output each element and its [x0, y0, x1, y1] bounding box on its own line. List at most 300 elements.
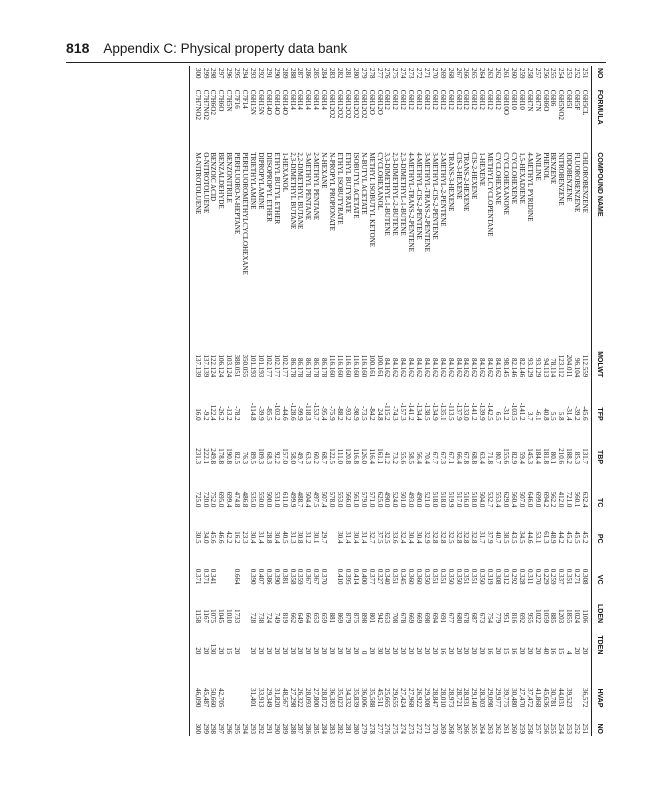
cell-no-right: 261 [502, 723, 511, 734]
cell-tfp: -75.9 [328, 406, 337, 421]
cell-no-right: 291 [264, 723, 273, 734]
cell-hvap: 27,470 [517, 688, 526, 708]
cell-tfp: -88.2 [336, 406, 344, 421]
cell-pc: 40.5 [280, 531, 289, 544]
cell-formula: C6H5I [565, 89, 574, 109]
cell-no: 266 [462, 68, 471, 79]
cell-compound-name: METHYL ISOBUTYL KETONE [367, 152, 376, 247]
cell-tc: 490.0 [415, 491, 424, 508]
cell-tfp: -78.2 [233, 406, 242, 421]
cell-formula: C6H12 [478, 89, 487, 110]
cell-tc: 646.0 [525, 491, 534, 508]
cell-no-right: 293 [249, 723, 258, 734]
cell-compound-name: BENZALDEHYDE [217, 152, 226, 209]
cell-tc: 579.0 [359, 491, 368, 508]
cell-tden: 20 [256, 647, 265, 655]
cell-vc: 0.367 [312, 568, 321, 585]
cell-tfp: -98.9 [351, 406, 360, 421]
cell-vc: 0.386 [264, 568, 273, 585]
cell-no-right: 262 [494, 723, 503, 734]
cell-compound-name: N-PROPYL PROPIONATE [328, 152, 337, 231]
cell-no-right: 264 [478, 723, 487, 734]
cell-hvap: 28,931 [462, 688, 471, 708]
cell-tden: 16 [486, 647, 495, 655]
cell-hvap: 41,868 [533, 688, 542, 708]
cell-lden: 816 [509, 612, 518, 624]
table-row [272, 66, 280, 736]
cell-compound-name: CIS-2-HEXENE [470, 152, 479, 200]
cell-tfp: -99.9 [296, 406, 305, 421]
cell-no: 272 [415, 68, 424, 79]
cell-no: 289 [280, 68, 289, 79]
cell-no-right: 279 [359, 723, 368, 734]
cell-formula: C6H15N [256, 89, 265, 115]
cell-tfp: -141.2 [470, 402, 479, 421]
cell-tbp: 92.2 [272, 451, 281, 465]
cell-no: 273 [407, 68, 416, 79]
cell-no: 287 [296, 68, 305, 79]
cell-tfp: -9.2 [201, 409, 210, 421]
cell-tc: 566.0 [343, 491, 352, 508]
cell-tc: 412.0 [557, 491, 566, 508]
cell-pc: 32.8 [470, 531, 479, 544]
table-row [501, 66, 509, 736]
cell-tden: 20 [422, 647, 431, 655]
cell-molwt: 93.129 [533, 358, 542, 378]
cell-tfp: -134.9 [430, 402, 439, 421]
cell-tc: 504.0 [478, 491, 487, 508]
cell-no: 251 [581, 68, 590, 79]
cell-tc: 532.7 [486, 491, 495, 508]
cell-lden: 1045 [217, 609, 226, 624]
col-header-tfp: TFP [592, 379, 606, 422]
cell-no: 296 [225, 68, 234, 79]
cell-pc: 45.2 [565, 531, 574, 544]
cell-no-right: 267 [454, 723, 463, 734]
cell-lden: 738 [256, 612, 265, 624]
cell-pc: 30.4 [351, 531, 360, 544]
cell-tbp: 55.6 [399, 451, 408, 465]
table-row [367, 66, 375, 736]
cell-tbp: 116.8 [351, 448, 360, 465]
col-header-pc: PC [592, 509, 606, 545]
cell-molwt: 86.178 [296, 358, 305, 378]
cell-vc: 0.351 [462, 568, 471, 585]
cell-formula: C6H14 [320, 89, 329, 110]
cell-no: 252 [573, 68, 582, 79]
cell-tbp: 145.3 [525, 448, 534, 465]
cell-tbp: 76.3 [241, 451, 250, 465]
cell-tc: 507.0 [517, 491, 526, 508]
cell-compound-name: 2-METHYL-2-PENTENE [438, 152, 447, 227]
cell-no: 264 [478, 68, 487, 79]
cell-compound-name: METHYLCYCLOPENTANE [486, 152, 495, 237]
cell-lden: 1733 [233, 609, 242, 624]
cell-no-right: 281 [343, 723, 352, 734]
cell-formula: C6H12 [462, 89, 471, 110]
cell-tc: 521.0 [422, 491, 431, 508]
cell-tc: 550.0 [256, 491, 265, 508]
cell-no-right: 271 [422, 723, 431, 734]
table-row [430, 66, 438, 736]
cell-no: 300 [193, 68, 202, 79]
cell-tbp: 68.8 [470, 451, 479, 465]
cell-tfp: -93.2 [343, 406, 352, 421]
cell-molwt: 116.160 [351, 354, 360, 378]
cell-compound-name: 1-HEXENE [478, 152, 487, 187]
cell-tfp: -133.0 [462, 402, 471, 421]
table-row [280, 66, 288, 736]
cell-pc: 32.5 [383, 531, 392, 544]
cell-formula: C6H12 [454, 89, 463, 110]
cell-tden: 15 [502, 647, 511, 655]
cell-molwt: 84.162 [415, 358, 424, 378]
property-table [189, 66, 606, 736]
cell-tfp: -138.5 [422, 402, 431, 421]
table-row [256, 66, 264, 736]
cell-tbp: 67.1 [446, 451, 455, 465]
cell-no-right: 297 [217, 723, 226, 734]
table-row [438, 66, 446, 736]
cell-no: 281 [343, 68, 352, 79]
cell-vc: 0.360 [415, 568, 424, 585]
cell-compound-name: BENZOIC ACID [209, 152, 218, 202]
cell-tc: 720.0 [201, 491, 210, 508]
table-row [240, 66, 248, 736]
cell-tbp: 66.4 [454, 451, 463, 465]
cell-no-right: 259 [517, 723, 526, 734]
cell-vc: 0.358 [288, 568, 297, 585]
cell-hvap: 29,655 [391, 688, 400, 708]
cell-formula: C6H14O [264, 89, 273, 115]
cell-tbp: 120.8 [343, 448, 352, 465]
cell-vc: 0.350 [478, 568, 487, 585]
cell-tden: 20 [201, 647, 210, 655]
cell-molwt: 116.160 [336, 354, 344, 378]
cell-lden: 669 [407, 612, 416, 624]
cell-compound-name: 2,3-DIMETHYL-2-BUTENE [391, 152, 400, 236]
cell-molwt: 137.139 [193, 354, 202, 378]
table-row [493, 66, 501, 736]
cell-hvap: 39,523 [565, 688, 574, 708]
cell-tc: 560.4 [509, 491, 518, 508]
cell-lden: 1855 [565, 609, 574, 624]
cell-tbp: 49.7 [296, 451, 305, 465]
cell-formula: C6H14 [288, 89, 297, 110]
cell-molwt: 123.112 [557, 354, 566, 378]
cell-molwt: 98.145 [502, 358, 511, 378]
cell-tc: 518.0 [430, 491, 439, 508]
cell-hvap: 27,424 [399, 688, 408, 708]
cell-tbp: 58.0 [288, 451, 297, 465]
cell-tc: 531.0 [272, 491, 281, 508]
cell-lden: 898 [359, 612, 368, 624]
cell-hvap: 37,472 [525, 688, 534, 708]
cell-vc: 0.360 [407, 568, 416, 585]
cell-no-right: 255 [549, 723, 558, 734]
table-row [485, 66, 493, 736]
cell-tden: 40 [541, 647, 550, 655]
cell-no: 269 [438, 68, 447, 79]
cell-lden: 1059 [541, 609, 550, 624]
cell-tfp: 3.7 [525, 411, 534, 421]
cell-tden: 20 [264, 647, 273, 655]
cell-molwt: 84.162 [478, 358, 487, 378]
cell-tfp: -157.3 [399, 402, 408, 421]
cell-tc: 535.0 [249, 491, 258, 508]
table-row [470, 66, 478, 736]
cell-tfp: -39.2 [573, 406, 582, 421]
table-row [422, 66, 430, 736]
cell-tden: 20 [430, 647, 439, 655]
cell-no-right: 289 [280, 723, 289, 734]
page-number: 818 [66, 40, 90, 56]
cell-formula: C6H12O2 [351, 89, 360, 119]
cell-no: 260 [509, 68, 518, 79]
cell-compound-name: 1-HEXANOL [280, 152, 289, 193]
cell-no-right: 284 [320, 723, 329, 734]
cell-tfp: -74.3 [391, 406, 400, 421]
cell-tfp: -137.9 [454, 402, 463, 421]
cell-no: 291 [264, 68, 273, 79]
cell-vc: 0.414 [351, 568, 360, 585]
cell-vc: 0.370 [320, 568, 329, 585]
cell-vc: 0.259 [549, 568, 558, 585]
cell-formula: C6H6O [541, 89, 550, 112]
cell-molwt: 84.162 [446, 358, 455, 378]
cell-tfp: -103.5 [509, 402, 518, 421]
cell-molwt: 102.177 [264, 354, 273, 378]
cell-formula: C6H15N [249, 89, 258, 115]
cell-formula: C7F14 [241, 89, 250, 109]
cell-no-right: 278 [367, 723, 376, 734]
cell-lden: 728 [249, 612, 258, 624]
cell-compound-name: 2,3-DIMETHYL BUTANE [288, 152, 297, 230]
cell-tden: 16 [438, 647, 447, 655]
cell-lden: 1010 [225, 609, 234, 624]
cell-tfp: -135.1 [438, 402, 447, 421]
table-row [359, 66, 367, 736]
cell-no: 262 [494, 68, 503, 79]
cell-vc: 0.345 [399, 568, 408, 585]
cell-molwt: 84.162 [438, 358, 447, 378]
cell-no: 274 [399, 68, 408, 79]
cell-formula: C6H12 [430, 89, 439, 110]
cell-hvap: 30,480 [509, 688, 518, 708]
cell-compound-name: CIS-3-HEXENE [454, 152, 463, 200]
cell-lden: 885 [549, 612, 558, 624]
cell-vc: 0.270 [533, 568, 542, 585]
cell-pc: 29.7 [320, 531, 329, 544]
cell-lden: 678 [399, 612, 408, 624]
cell-tc: 490.0 [383, 491, 392, 508]
cell-tbp: 249.8 [209, 448, 218, 465]
cell-tfp: 6.5 [494, 411, 503, 421]
cell-formula: C6H6 [549, 89, 558, 107]
cell-formula: C6H12O [367, 89, 376, 115]
cell-no-right: 253 [565, 723, 574, 734]
cell-hvap: 50,660 [209, 688, 218, 708]
cell-hvap: 42,705 [217, 688, 226, 708]
cell-hvap [240, 656, 248, 709]
table-row [414, 66, 422, 736]
cell-pc: 34.5 [517, 531, 526, 544]
cell-tden: 20 [383, 647, 392, 655]
cell-no-right: 290 [272, 723, 281, 734]
table-row [446, 66, 454, 736]
cell-tbp: 190.8 [225, 448, 234, 465]
cell-hvap [224, 656, 232, 709]
cell-tc: 632.4 [581, 491, 590, 508]
cell-lden: 754 [486, 612, 495, 624]
cell-no: 268 [446, 68, 455, 79]
cell-no: 263 [486, 68, 495, 79]
cell-compound-name: 2,2-DIMETHYL BUTANE [296, 152, 305, 230]
cell-tbp: 56.4 [415, 451, 424, 465]
cell-tden: 20 [391, 647, 400, 655]
cell-tbp: 58.5 [407, 451, 416, 465]
col-header-vc: VC [592, 546, 606, 587]
cell-tc: 629.0 [502, 491, 511, 508]
cell-tbp: 210.6 [557, 448, 566, 465]
cell-compound-name: ETHYL BUTYRATE [343, 152, 352, 214]
table-row [288, 66, 296, 736]
table-row [264, 66, 272, 736]
cell-pc: 31.2 [304, 531, 313, 544]
cell-formula: C6H12 [415, 89, 424, 110]
cell-hvap: 28,010 [438, 688, 447, 708]
cell-vc: 0.350 [446, 568, 455, 585]
cell-molwt: 101.193 [249, 354, 258, 378]
table-row [209, 66, 217, 736]
cell-hvap: 39,775 [502, 688, 511, 708]
cell-no-right: 299 [201, 723, 210, 734]
cell-lden: 1158 [193, 609, 202, 624]
cell-pc: 32.5 [446, 531, 455, 544]
cell-hvap [232, 656, 240, 709]
cell-vc: 0.400 [359, 568, 368, 585]
cell-compound-name: CYCLOHEXENE [509, 152, 518, 205]
cell-formula: C6H7N [525, 89, 534, 112]
cell-hvap: 27,298 [288, 688, 297, 708]
cell-lden: 1106 [581, 609, 590, 624]
cell-hvap: 28,303 [478, 688, 487, 708]
cell-no: 280 [351, 68, 360, 79]
cell-tc: 725.0 [193, 491, 202, 508]
cell-molwt: 102.177 [272, 354, 281, 378]
table-row [224, 66, 232, 736]
cell-tc: 517.0 [454, 491, 463, 508]
cell-hvap: 26,922 [415, 688, 424, 708]
cell-tden: 20 [399, 647, 408, 655]
cell-formula: C6H12 [446, 89, 455, 110]
table-row [351, 66, 359, 736]
table-row [303, 66, 311, 736]
col-header-no: NO [592, 66, 606, 88]
cell-hvap: 45,636 [541, 688, 550, 708]
cell-compound-name: NITROBENZENE [557, 152, 566, 206]
cell-molwt: 84.162 [399, 358, 408, 378]
cell-compound-name: CHLOROBENZENE [581, 152, 590, 214]
cell-compound-name: TRANS-3-HEXENE [446, 152, 455, 212]
cell-pc: 32.8 [462, 531, 471, 544]
cell-hvap: 45,511 [375, 688, 384, 708]
cell-tc: 752.0 [209, 491, 218, 508]
table-row [564, 66, 572, 736]
cell-compound-name: 4-METHYL PYRIDINE [525, 152, 534, 222]
col-header-tbp: TBP [592, 423, 606, 466]
table-row [580, 66, 591, 736]
cell-formula: C7H6O2 [209, 89, 218, 115]
cell-hvap: 31,401 [249, 688, 258, 708]
cell-vc: 0.328 [517, 568, 526, 585]
cell-tden: 15 [225, 647, 234, 655]
cell-pc: 34.0 [201, 531, 210, 544]
cell-compound-name: 4-METHYL-TRANS-2-PENTENE [407, 152, 416, 252]
table-row [189, 66, 200, 736]
cell-pc: 44.6 [525, 531, 534, 544]
cell-no-right: 277 [375, 723, 384, 734]
cell-tfp: -13.2 [225, 406, 234, 421]
cell-tbp: 126.0 [359, 448, 368, 465]
cell-vc: 0.351 [438, 568, 447, 585]
cell-pc: 32.7 [367, 531, 376, 544]
cell-pc: 30.4 [336, 531, 344, 544]
cell-formula: C7F16 [233, 89, 242, 109]
cell-pc: 48.9 [549, 531, 558, 544]
cell-tden: 20 [407, 647, 416, 655]
cell-no-right: 266 [462, 723, 471, 734]
cell-pc: 32.4 [399, 531, 408, 544]
cell-molwt: 84.162 [470, 358, 479, 378]
cell-vc: 0.351 [430, 568, 439, 585]
cell-no: 271 [422, 68, 431, 79]
cell-tfp: -31.4 [565, 406, 574, 421]
cell-lden: 653 [383, 612, 392, 624]
cell-tfp: -103.2 [272, 402, 281, 421]
cell-tbp: 67.8 [462, 451, 471, 465]
cell-hvap: 28,721 [454, 688, 463, 708]
cell-vc: 0.351 [470, 568, 479, 585]
cell-tbp: 71.8 [486, 451, 495, 465]
cell-tbp: 67.3 [438, 451, 447, 465]
cell-tc: 578.0 [328, 491, 337, 508]
cell-tden: 4 [565, 650, 574, 655]
table-row [232, 66, 240, 736]
cell-no-right: 272 [415, 723, 424, 734]
cell-compound-name: IODOBENZENE [565, 152, 574, 202]
cell-tden: 20 [533, 647, 542, 655]
cell-molwt: 94.113 [541, 358, 550, 378]
cell-lden: 662 [288, 612, 297, 624]
cell-no-right: 275 [391, 723, 400, 734]
cell-compound-name: PERFLUOROMETHYLCYCLOHEXANE [241, 152, 250, 275]
table-row [556, 66, 564, 736]
cell-formula: C6H12 [494, 89, 503, 110]
cell-pc: 31.4 [359, 531, 368, 544]
cell-pc: 31.4 [343, 531, 352, 544]
cell-formula: C6H5CL [581, 89, 590, 116]
cell-lden: 1167 [201, 609, 210, 624]
cell-tc: 625.0 [375, 491, 384, 508]
cell-hvap: 36,572 [581, 688, 590, 708]
cell-no-right: 294 [241, 723, 250, 734]
cell-compound-name: CYCLOHEXANE [494, 152, 503, 205]
cell-tden: 20 [304, 647, 313, 655]
cell-tfp: -39.9 [256, 406, 265, 421]
cell-tfp: -44.6 [280, 406, 289, 421]
cell-lden: 678 [462, 612, 471, 624]
